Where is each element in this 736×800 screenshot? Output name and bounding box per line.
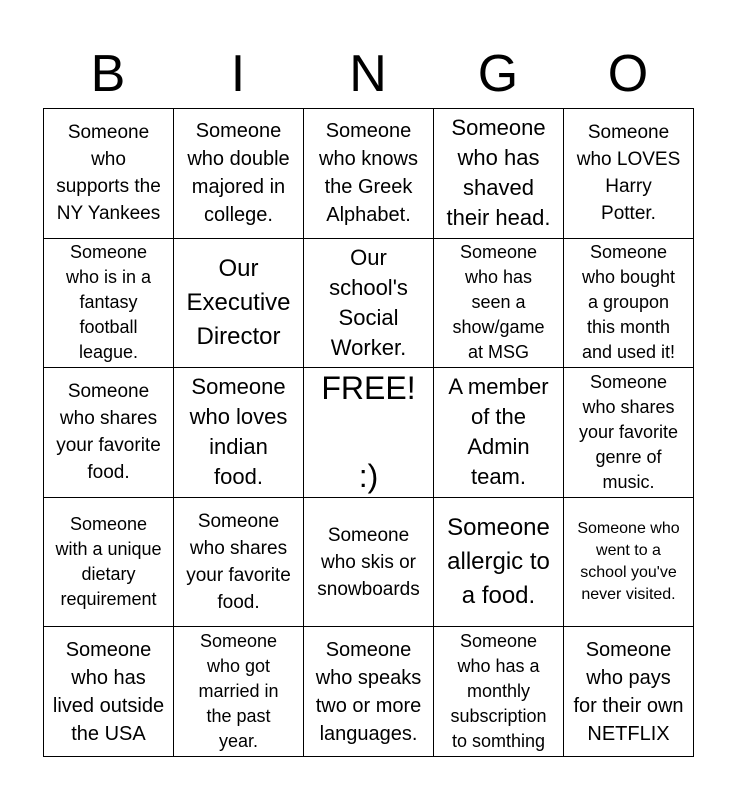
bingo-cell[interactable]: Someone who skis or snowboards — [304, 498, 434, 628]
bingo-cell[interactable]: Someone who has seen a show/game at MSG — [434, 239, 564, 369]
bingo-cell[interactable]: Someone allergic to a food. — [434, 498, 564, 628]
bingo-cell[interactable]: Someone who has a monthly subscription to somthing — [434, 627, 564, 757]
bingo-cell[interactable]: Someone who shares your favorite food. — [44, 368, 174, 498]
header-letter-n: N — [349, 45, 387, 103]
bingo-cell[interactable]: Someone who pays for their own NETFLIX — [564, 627, 694, 757]
bingo-cell[interactable]: Someone who loves indian food. — [174, 368, 304, 498]
bingo-cell[interactable]: Our Executive Director — [174, 239, 304, 369]
bingo-cell[interactable]: Someone who got married in the past year. — [174, 627, 304, 757]
header-letter-g: G — [477, 45, 519, 103]
header-letter-b: B — [90, 45, 126, 103]
bingo-board — [43, 108, 694, 757]
bingo-cell[interactable]: Someone who LOVES Harry Potter. — [564, 109, 694, 239]
bingo-cell[interactable]: Someone who is in a fantasy football league. — [44, 239, 174, 369]
bingo-cell[interactable]: Someone who has lived outside the USA — [44, 627, 174, 757]
bingo-cell[interactable]: Someone who shares your favorite food. — [174, 498, 304, 628]
bingo-cell[interactable]: A member of the Admin team. — [434, 368, 564, 498]
bingo-cell[interactable]: Someone who supports the NY Yankees — [44, 109, 174, 239]
bingo-cell[interactable]: Our school's Social Worker. — [304, 239, 434, 369]
bingo-cell[interactable]: Someone who has shaved their head. — [434, 109, 564, 239]
bingo-header — [43, 40, 693, 108]
bingo-cell[interactable]: Someone who shares your favorite genre of music. — [564, 368, 694, 498]
bingo-cell[interactable]: Someone who speaks two or more languages. — [304, 627, 434, 757]
bingo-cell[interactable]: Someone with a unique dietary requirement — [44, 498, 174, 628]
bingo-cell[interactable]: Someone who bought a groupon this month and used it! — [564, 239, 694, 369]
header-letter-o: O — [607, 45, 649, 103]
free-space-cell[interactable]: FREE! :) — [304, 368, 434, 498]
bingo-cell[interactable]: Someone who went to a school you've never visited. — [564, 498, 694, 628]
bingo-cell[interactable]: Someone who double majored in college. — [174, 109, 304, 239]
bingo-cell[interactable]: Someone who knows the Greek Alphabet. — [304, 109, 434, 239]
header-letter-i: I — [230, 45, 246, 103]
